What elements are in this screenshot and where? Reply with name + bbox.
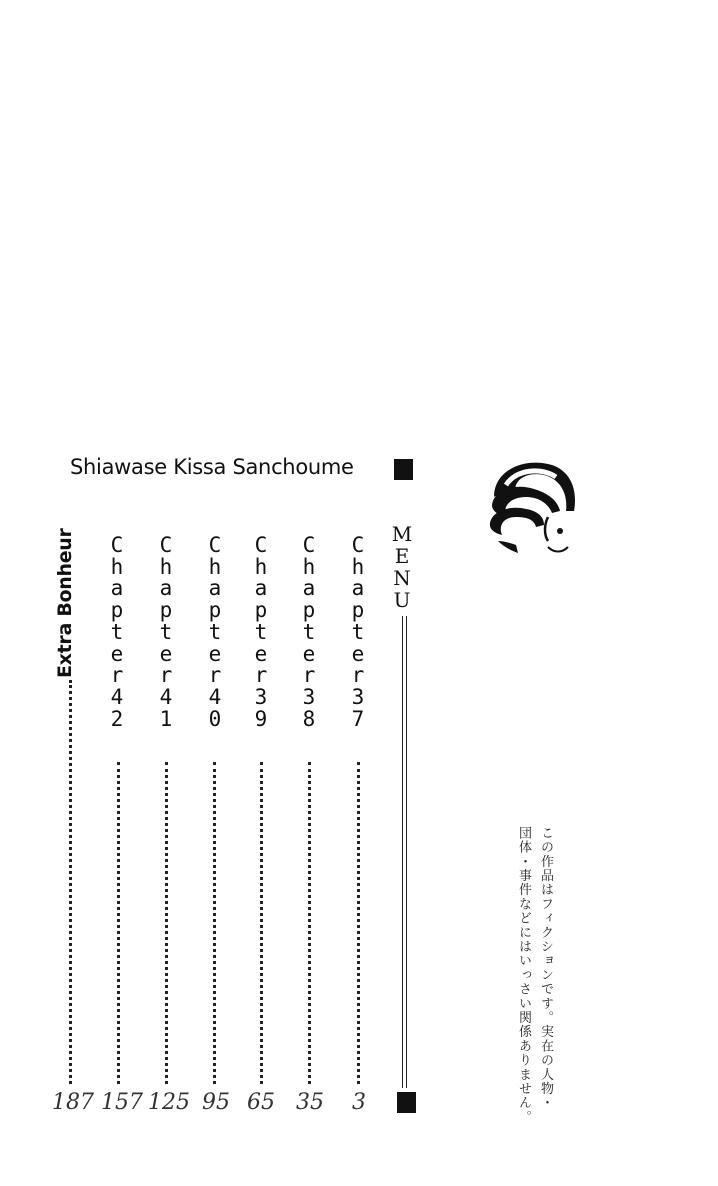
menu-label: MENU <box>391 522 413 612</box>
toc-entry-chapter-39: Chapter 39 <box>254 533 268 731</box>
toc-entry-chapter-40: Chapter 40 <box>208 533 222 731</box>
swirl-face-logo-icon <box>486 455 582 559</box>
page-number: 187 <box>52 1090 94 1115</box>
page-number: 157 <box>101 1090 143 1115</box>
toc-entry-chapter-38: Chapter 38 <box>302 533 316 731</box>
page-number: 3 <box>352 1090 366 1115</box>
header-square-marker <box>394 459 413 480</box>
page-number: 125 <box>148 1090 190 1115</box>
toc-entry-chapter-42: Chapter 42 <box>110 533 124 731</box>
disclaimer-line-2: 団体・事件などにはいっさい関係ありません。 <box>516 826 531 1125</box>
fiction-disclaimer <box>512 826 556 1126</box>
page-number: 65 <box>247 1090 275 1115</box>
leader-dots <box>357 762 360 1084</box>
toc-entry-chapter-41: Chapter 41 <box>159 533 173 731</box>
menu-double-line <box>402 616 407 1088</box>
page-number: 35 <box>296 1090 324 1115</box>
leader-dots <box>213 762 216 1084</box>
leader-dots <box>117 762 120 1084</box>
series-title: Shiawase Kissa Sanchoume <box>70 455 354 479</box>
toc-entry-extra-bonheur: Extra Bonheur <box>54 528 76 678</box>
page-number: 95 <box>202 1090 230 1115</box>
footer-square-marker <box>397 1092 416 1113</box>
leader-dots <box>260 762 263 1084</box>
toc-entry-chapter-37: Chapter 37 <box>351 533 365 731</box>
leader-dots <box>308 762 311 1084</box>
leader-dots <box>165 762 168 1084</box>
leader-dots <box>69 680 72 1084</box>
disclaimer-line-1: この作品はフィクションです。実在の人物・ <box>538 826 553 1110</box>
